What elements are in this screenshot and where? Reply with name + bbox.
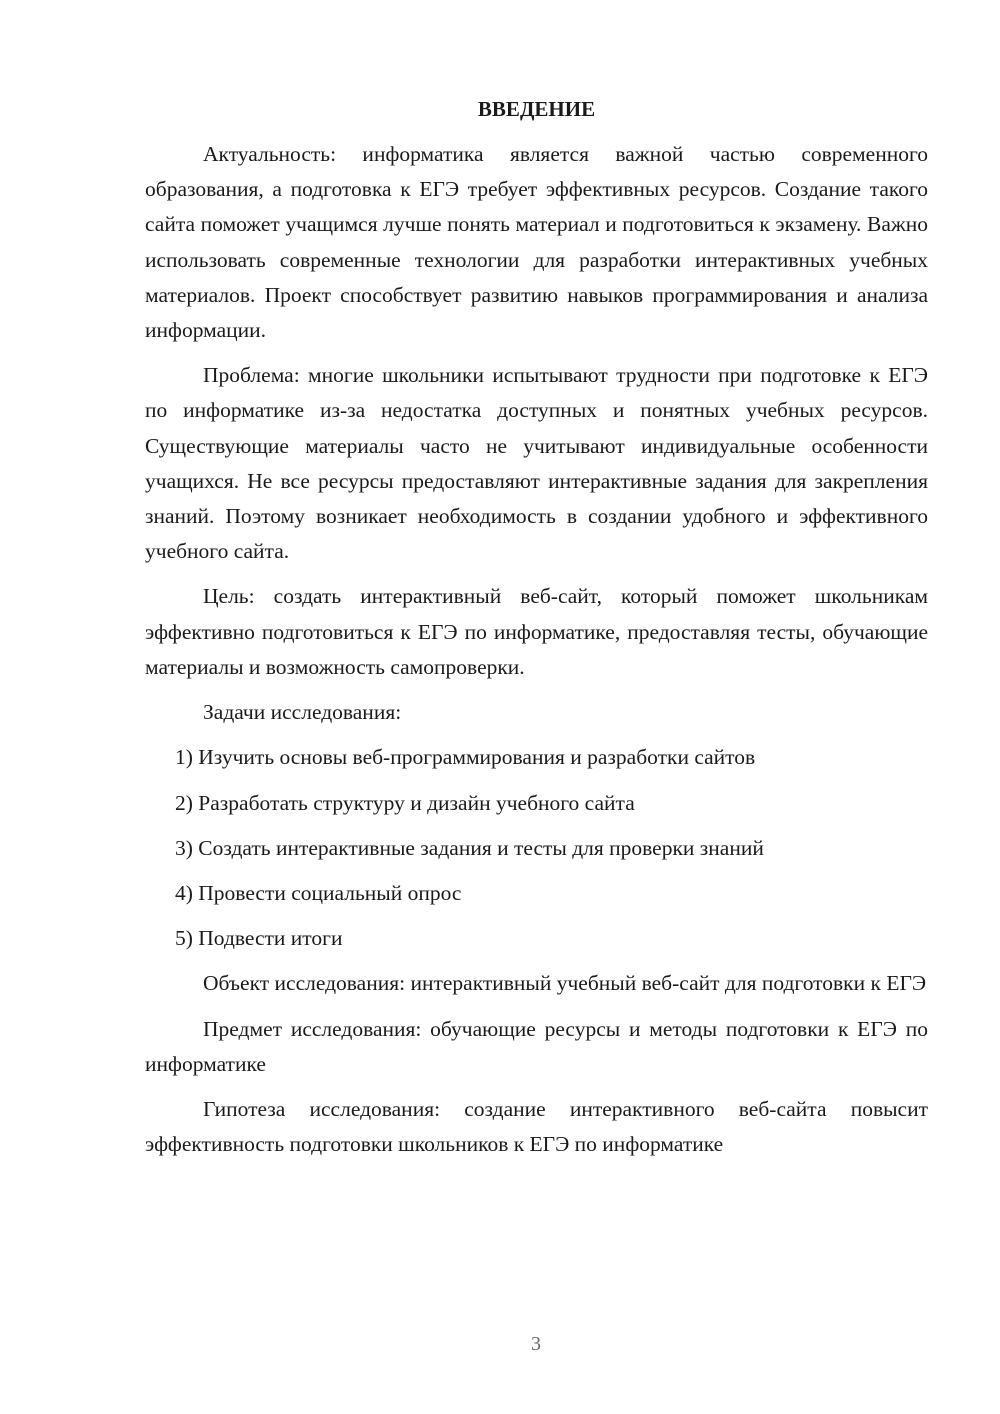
task-item: 2) Разработать структуру и дизайн учебного сайта (175, 790, 635, 815)
section-title: ВВЕДЕНИЕ (477, 97, 596, 121)
task-list (145, 740, 928, 956)
paragraph-hypothesis: Гипотеза исследования: создание интерактивного веб-сайта повысит эффективность подготовки школьников к ЕГЭ по информатике (145, 1097, 928, 1157)
task-item: 1) Изучить основы веб-программирования и разработки сайтов (175, 745, 756, 770)
paragraph-goal: Цель: создать интерактивный веб-сайт, который поможет школьникам эффективно подготовиться к ЕГЭ по информатике, предоставляя тесты, обучающие материалы и возможность самопроверки. (145, 584, 928, 679)
task-item: 5) Подвести итоги (175, 926, 343, 951)
paragraph-relevance: Актуальность: информатика является важной частью современного образования, а подготовка к ЕГЭ требует эффективных ресурсов. Создание такого сайта поможет учащимся лучше понять материал и подготовиться к экзамену. Важно использовать современные технологии для разработки интерактивных учебных материалов. Проект способствует развитию навыков программирования и анализа информации. (145, 142, 928, 343)
document-page (145, 92, 928, 1172)
page-number: 3 (531, 1333, 541, 1355)
paragraph-object: Объект исследования: интерактивный учебный веб-сайт для подготовки к ЕГЭ (203, 971, 927, 996)
paragraph-problem: Проблема: многие школьники испытывают трудности при подготовке к ЕГЭ по информатике из-за недостатка доступных и понятных учебных ресурсов. Существующие материалы часто не учитывают индивидуальные особенности учащихся. Не все ресурсы предоставляют интерактивные задания для закрепления знаний. Поэтому возникает необходимость в создании удобного и эффективного учебного сайта. (145, 363, 928, 564)
tasks-heading: Задачи исследования: (203, 700, 402, 725)
task-item: 3) Создать интерактивные задания и тесты для проверки знаний (175, 835, 764, 860)
paragraph-subject: Предмет исследования: обучающие ресурсы и методы подготовки к ЕГЭ по информатике (145, 1016, 928, 1076)
task-item: 4) Провести социальный опрос (175, 881, 462, 906)
